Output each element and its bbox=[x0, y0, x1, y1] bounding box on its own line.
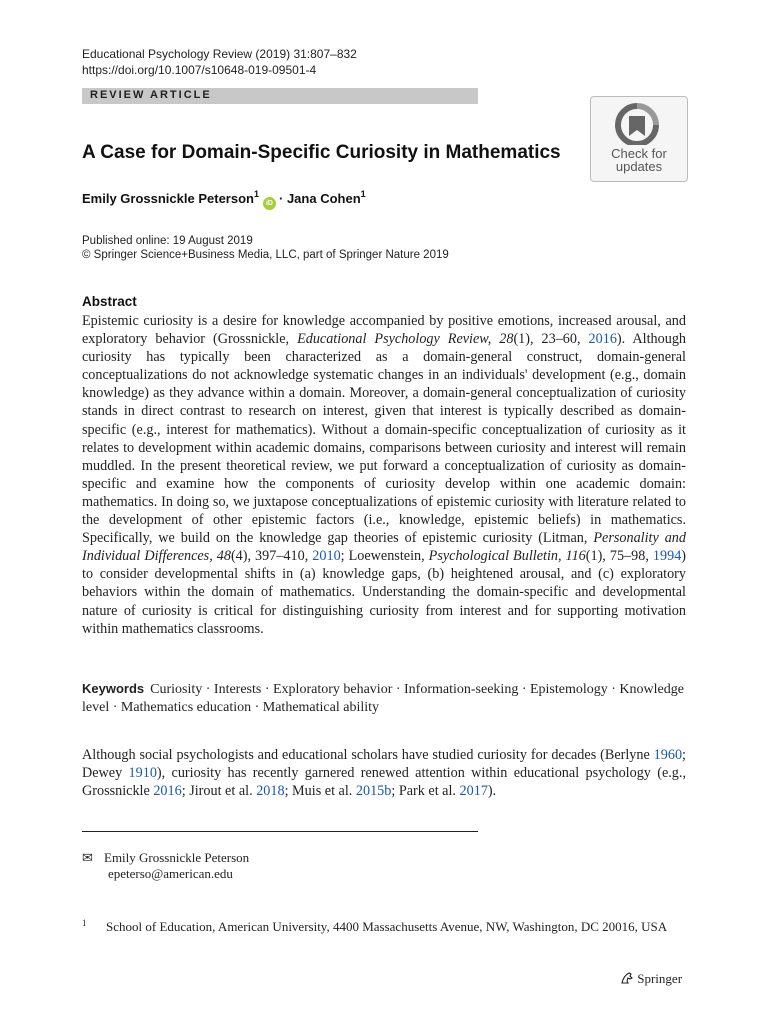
abstract-heading: Abstract bbox=[82, 294, 137, 309]
reference-link[interactable]: 1960 bbox=[653, 747, 683, 763]
author-separator: · bbox=[278, 191, 284, 206]
check-updates-line1: Check for bbox=[611, 146, 667, 161]
article-type-bar bbox=[82, 88, 478, 104]
publication-info bbox=[82, 234, 449, 262]
intro-segment: ; Jirout et al. bbox=[181, 783, 257, 800]
springer-horse-icon bbox=[620, 971, 634, 985]
abstract-segment: (1), 23–60, bbox=[513, 331, 589, 348]
article-title: A Case for Domain-Specific Curiosity in Mathematics bbox=[82, 142, 561, 163]
publisher-name: Springer bbox=[637, 971, 683, 986]
abstract-segment: (4), 397–410, bbox=[230, 548, 313, 565]
keywords-section bbox=[82, 680, 686, 717]
reference-link[interactable]: 1994 bbox=[652, 548, 682, 565]
affiliation-number: 1 bbox=[82, 918, 87, 928]
intro-paragraph bbox=[82, 746, 686, 801]
reference-link[interactable]: 2016 bbox=[588, 331, 617, 348]
abstract-segment: ). Although curiosity has typically been characterized as a domain-general construct, domain-general conceptualizations do not acknowledge systematic changes in an individuals' development (e.g., domain knowledge) as they advance within a domain. Moreover, a domain-general conceptualization of curiosity stands in direct contrast to research on interest, given that interest is typically described as domain-specific (e.g., interest for mathematics). Without a domain-specific conceptualization of curiosity as it relates to development within academic domains, comparisons between curiosity and interest will remain muddled. In the present theoretical review, we put forward a conceptualization of curiosity as domain-specific and examine how the components of curiosity develop within one academic domain: mathematics. In doing so, we juxtapose conceptualizations of epistemic curiosity with literature related to the development of other epistemic factors (i.e., knowledge, epistemic beliefs) in mathematics. Specifically, we build on the knowledge gap theories of epistemic curiosity (Litman, bbox=[82, 331, 687, 547]
journal-citation: Educational Psychology Review (2019) 31:807–832 bbox=[82, 47, 357, 61]
author-name[interactable]: Emily Grossnickle Peterson bbox=[82, 191, 254, 206]
publisher-logo bbox=[620, 971, 682, 987]
affiliation-marker: 1 bbox=[253, 189, 259, 199]
reference-link[interactable]: 2018 bbox=[256, 783, 285, 800]
correspondence-block bbox=[82, 850, 249, 882]
doi-link[interactable]: https://doi.org/10.1007/s10648-019-09501-4 bbox=[82, 63, 317, 77]
envelope-icon: ✉ bbox=[82, 850, 93, 865]
intro-segment: ). bbox=[487, 783, 497, 800]
reference-link[interactable]: 2010 bbox=[312, 548, 341, 565]
abstract-segment: (1), 75–98, bbox=[585, 548, 653, 565]
affiliation-block bbox=[82, 918, 686, 935]
abstract-segment: ) to consider developmental shifts in (a) knowledge gaps, (b) heightened arousal, and (c) exploratory behaviors within the domain of mathematics. Understanding the domain-specific and developmental nature of curiosity is critical for distinguishing curiosity from interest and for supporting motivation within mathematics classrooms. bbox=[82, 548, 687, 637]
published-date: Published online: 19 August 2019 bbox=[82, 235, 253, 247]
intro-segment: ), curiosity has recently garnered renewed attention within educational psychology (e.g., Grossnickle bbox=[82, 765, 686, 800]
corresponding-author-name: Emily Grossnickle Peterson bbox=[104, 850, 250, 865]
journal-header bbox=[82, 46, 357, 78]
abstract-segment: ; Loewenstein, bbox=[340, 548, 429, 565]
check-for-updates-badge[interactable] bbox=[590, 96, 688, 182]
intro-segment: ; Dewey bbox=[82, 747, 686, 782]
footnote-divider bbox=[82, 831, 478, 832]
abstract-segment: Epistemic curiosity is a desire for knowledge accompanied by positive emotions, increased arousal, and exploratory behavior (Grossnickle, bbox=[82, 313, 686, 348]
abstract-citation-journal: Educational Psychology Review, 28 bbox=[297, 331, 514, 348]
reference-link[interactable]: 1910 bbox=[128, 765, 157, 782]
article-type-label: REVIEW ARTICLE bbox=[90, 89, 212, 101]
abstract-text bbox=[82, 312, 686, 638]
abstract-citation-journal: Personality and Individual Differences, 48 bbox=[82, 530, 686, 565]
abstract-citation-journal: Psychological Bulletin, 116 bbox=[428, 548, 586, 565]
intro-segment: Although social psychologists and educational scholars have studied curiosity for decades (Berlyne bbox=[82, 747, 654, 763]
affiliation-text: School of Education, American University, 4400 Massachusetts Avenue, NW, Washington, DC 20016, USA bbox=[106, 919, 668, 934]
reference-link[interactable]: 2017 bbox=[459, 783, 488, 800]
intro-segment: ; Muis et al. bbox=[284, 783, 356, 800]
reference-link[interactable]: 2015b bbox=[355, 783, 392, 800]
author-name[interactable]: Jana Cohen bbox=[286, 191, 361, 206]
affiliation-marker: 1 bbox=[360, 189, 366, 199]
keywords-label: Keywords bbox=[82, 681, 145, 696]
reference-link[interactable]: 2016 bbox=[153, 783, 182, 800]
author-list bbox=[82, 189, 366, 210]
copyright-line: © Springer Science+Business Media, LLC, part of Springer Nature 2019 bbox=[82, 249, 449, 261]
check-updates-icon bbox=[611, 103, 663, 145]
keywords-list: Curiosity · Interests · Exploratory behavior · Information-seeking · Epistemology · Knowledge level · Mathematics education · Mathematical ability bbox=[82, 682, 684, 715]
intro-segment: ; Park et al. bbox=[391, 783, 460, 800]
corresponding-author-email[interactable]: epeterso@american.edu bbox=[108, 866, 233, 881]
orcid-icon[interactable]: iD bbox=[263, 197, 276, 210]
check-updates-line2: updates bbox=[615, 159, 663, 174]
